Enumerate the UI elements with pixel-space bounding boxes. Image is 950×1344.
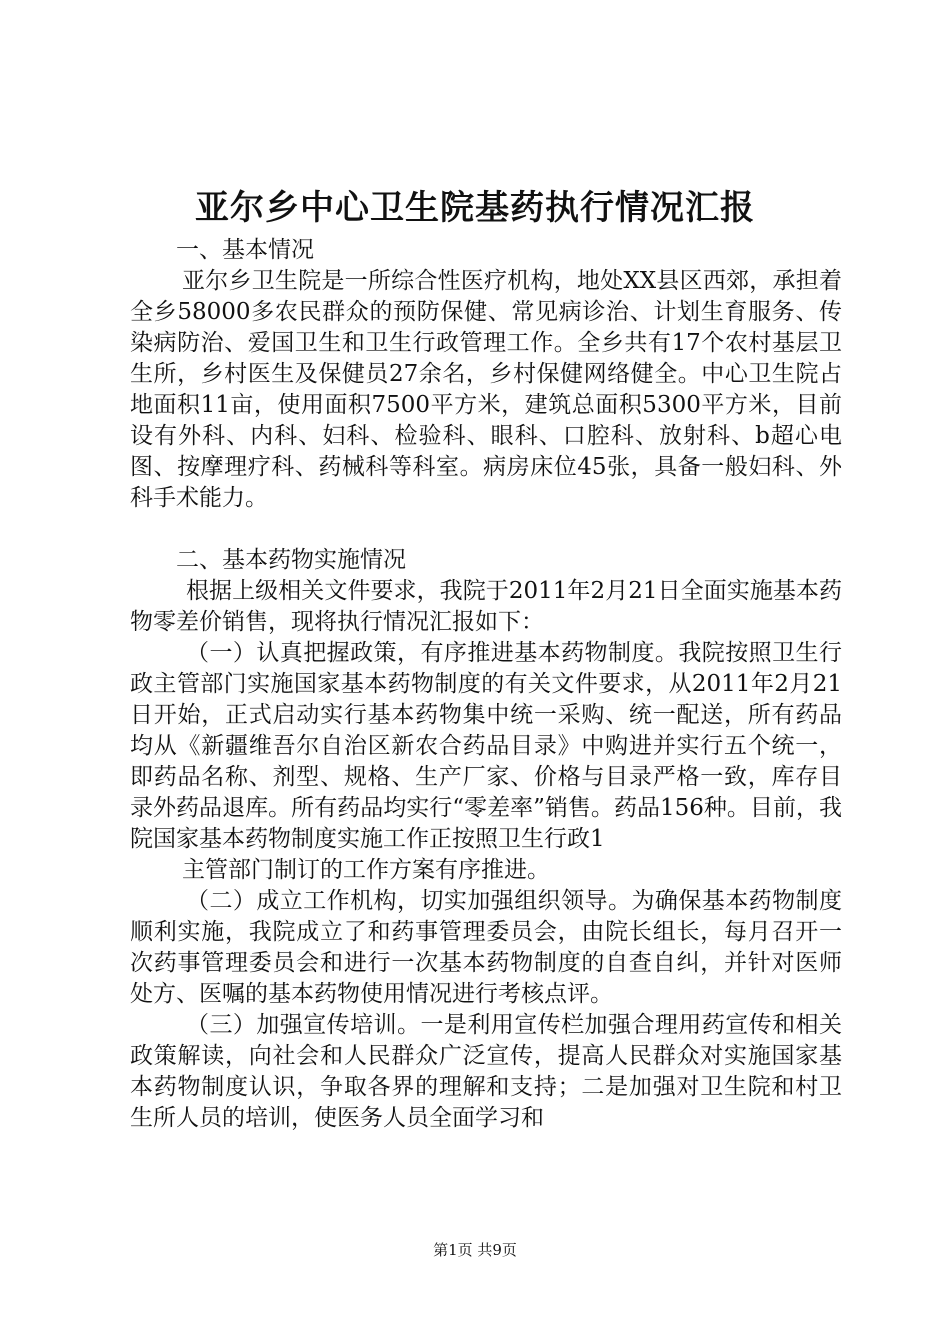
paragraph-spacer <box>130 514 842 545</box>
paragraph-item-three: （三）加强宣传培训。一是利用宣传栏加强合理用药宣传和相关政策解读，向社会和人民群众广泛宣传，提高人民群众对实施国家基本药物制度认识，争取各界的理解和支持；二是加强对卫生院和村卫生所人员的培训，使医务人员全面学习和 <box>130 1012 842 1131</box>
paragraph-item-two: （二）成立工作机构，切实加强组织领导。为确保基本药物制度顺利实施，我院成立了和药事管理委员会，由院长组长，每月召开一次药事管理委员会和进行一次基本药物制度的自查自纠，并针对医师处方、医嘱的基本药物使用情况进行考核点评。 <box>130 888 842 1007</box>
paragraph-item-one-continued: 主管部门制订的工作方案有序推进。 <box>182 857 550 883</box>
section-heading-basic-info: 一、基本情况 <box>176 237 314 263</box>
section-heading-drug-implementation: 二、基本药物实施情况 <box>176 547 406 573</box>
paragraph-basic-info: 亚尔乡卫生院是一所综合性医疗机构，地处XX县区西郊，承担着全乡58000多农民群众的预防保健、常见病诊治、计划生育服务、传染病防治、爱国卫生和卫生行政管理工作。全乡共有17个农村基层卫生所，乡村医生及保健员27余名，乡村保健网络健全。中心卫生院占地面积11亩，使用面积7500平方米，建筑总面积5300平方米，目前设有外科、内科、妇科、检验科、眼科、口腔科、放射科、b超心电图、按摩理疗科、药械科等科室。病房床位45张，具备一般妇科、外科手术能力。 <box>130 268 842 511</box>
page-footer: 第1页 共9页 <box>433 1241 517 1259</box>
document-body <box>130 235 842 1134</box>
paragraph-implementation-intro: 根据上级相关文件要求，我院于2011年2月21日全面实施基本药物零差价销售，现将执行情况汇报如下： <box>130 578 842 635</box>
document-title: 亚尔乡中心卫生院基药执行情况汇报 <box>195 188 755 228</box>
paragraph-item-one: （一）认真把握政策，有序推进基本药物制度。我院按照卫生行政主管部门实施国家基本药物制度的有关文件要求，从2011年2月21日开始，正式启动实行基本药物集中统一采购、统一配送，所有药品均从《新疆维吾尔自治区新农合药品目录》中购进并实行五个统一，即药品名称、剂型、规格、生产厂家、价格与目录严格一致，库存目录外药品退库。所有药品均实行“零差率”销售。药品156种。目前，我院国家基本药物制度实施工作正按照卫生行政1 <box>130 640 842 852</box>
